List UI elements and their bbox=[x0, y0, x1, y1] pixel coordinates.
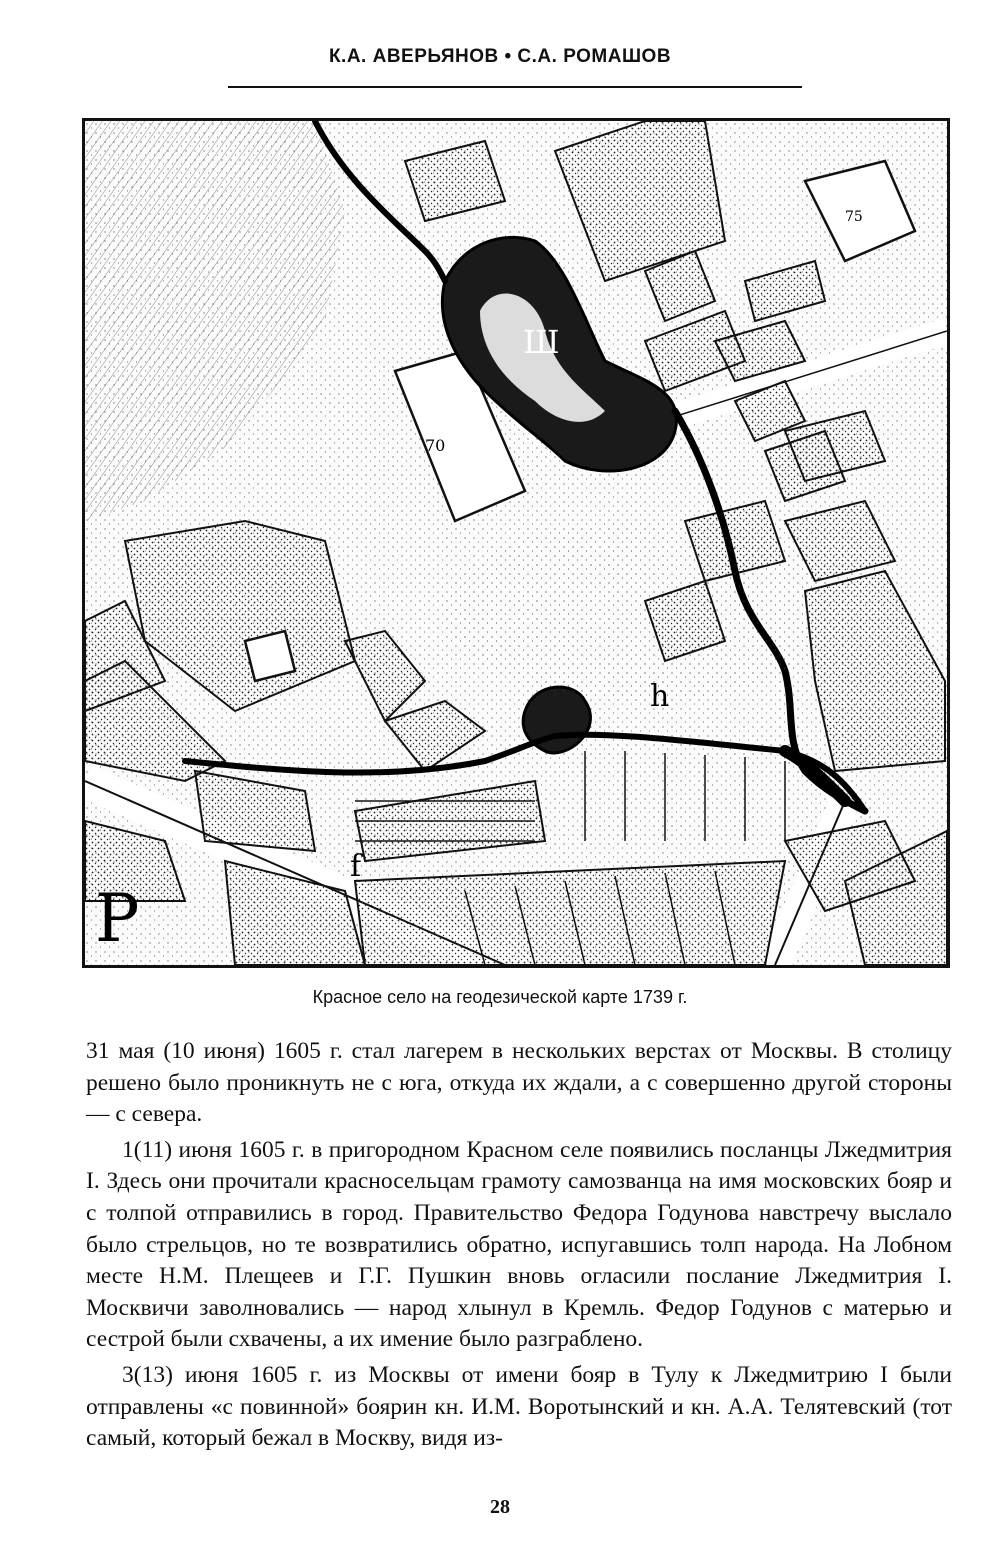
historical-map bbox=[85, 121, 947, 965]
running-head: К.А. АВЕРЬЯНОВ • С.А. РОМАШОВ bbox=[328, 46, 672, 67]
paragraph-3: 3(13) июня 1605 г. из Москвы от имени бояр в Тулу к Лжедмитрию I были отправлены «с повинной» боярин кн. И.М. Воротынский и кн. А.А. Телятевский (тот самый, который бежал в Москву, видя из- bbox=[86, 1361, 952, 1452]
map-letter-h: h bbox=[650, 679, 670, 714]
map-letter-p: P bbox=[95, 880, 140, 957]
header-rule bbox=[228, 86, 802, 88]
paragraph-2: 1(11) июня 1605 г. в пригородном Красном селе появились посланцы Лжедмитрия I. Здесь они прочитали красносельцам грамоту самозванца на имя московских бояр и с толпой отправились в город. Правительство Федора Годунова навстречу выслало было стрельцов, но те возвратились обратно, испугавшись толп народа. На Лобном месте Н.М. Плещеев и Г.Г. Пушкин вновь огласили послание Лжедмитрия I. Москвичи заволновались — народ хлынул в Кремль. Федор Годунов с матерью и сестрой были схвачены, а их имение было разграблено. bbox=[86, 1136, 952, 1353]
body-text bbox=[86, 1036, 952, 1455]
building-75-label: 75 bbox=[845, 209, 863, 225]
paragraph-1: 31 мая (10 июня) 1605 г. стал лагерем в нескольких верстах от Москвы. В столицу решено было проникнуть не с юга, откуда их ждали, а с совершенно другой стороны — с севера. bbox=[86, 1038, 952, 1128]
pond-label: Ш bbox=[523, 323, 560, 361]
map-letter-f: f bbox=[350, 849, 362, 884]
building-70-label: 70 bbox=[425, 436, 446, 455]
page-number: 28 bbox=[490, 1496, 510, 1518]
figure-caption: Красное село на геодезической карте 1739 г. bbox=[312, 987, 688, 1007]
open-field bbox=[445, 521, 845, 701]
map-figure bbox=[82, 118, 950, 968]
